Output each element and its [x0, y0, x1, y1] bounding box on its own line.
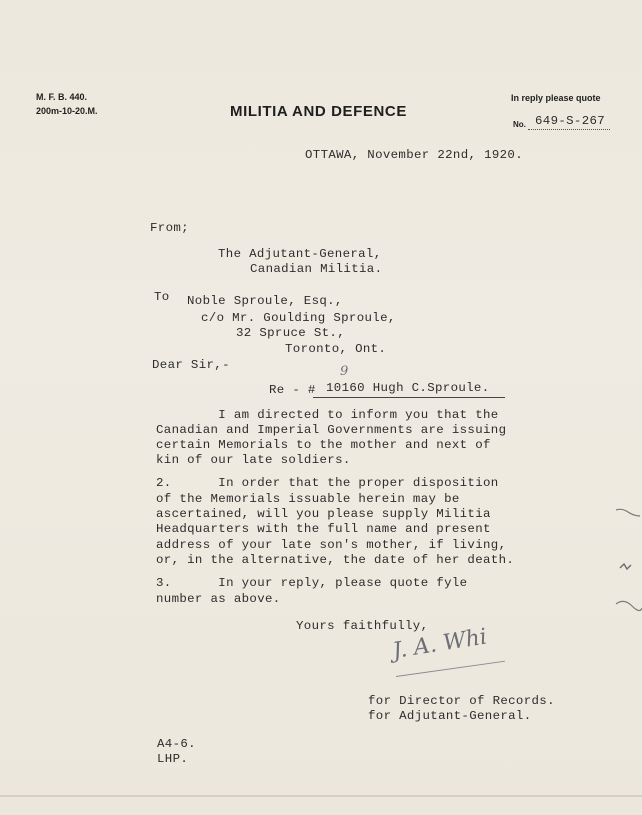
- reference-text: 10160 Hugh C.Sproule.: [326, 381, 490, 395]
- to-line-3: 32 Spruce St.,: [236, 326, 345, 340]
- para3-line-2: number as above.: [156, 592, 281, 606]
- reference-prefix: Re - #: [269, 383, 316, 397]
- place-date: OTTAWA, November 22nd, 1920.: [305, 148, 523, 162]
- signoff-line-2: for Adjutant-General.: [368, 709, 532, 723]
- para1-line-1: I am directed to inform you that the: [156, 408, 499, 422]
- para2-line-3: ascertained, will you please supply Militia: [156, 507, 491, 521]
- number-label: No.: [513, 120, 526, 129]
- to-label: To: [154, 290, 170, 304]
- reference-underline: [313, 397, 505, 398]
- para1-line-4: kin of our late soldiers.: [156, 453, 351, 467]
- file-number: 649-S-267: [535, 114, 606, 128]
- para2-line-1: 2. In order that the proper disposition: [156, 476, 499, 490]
- to-line-2: c/o Mr. Goulding Sproule,: [201, 311, 396, 325]
- para2-line-4: Headquarters with the full name and present: [156, 522, 491, 536]
- bleed-through-marks: [612, 498, 642, 628]
- from-line-1: The Adjutant-General,: [218, 247, 382, 261]
- from-line-2: Canadian Militia.: [250, 262, 383, 276]
- to-line-1: Noble Sproule, Esq.,: [187, 294, 343, 308]
- from-label: From;: [150, 221, 189, 235]
- signature: J. A. Whi: [391, 624, 489, 664]
- print-run: 200m-10-20.M.: [36, 106, 98, 116]
- para1-line-3: certain Memorials to the mother and next of: [156, 438, 491, 452]
- handwritten-mark: 9: [340, 364, 349, 379]
- signoff-line-1: for Director of Records.: [368, 694, 555, 708]
- closing: Yours faithfully,: [296, 619, 429, 633]
- department-heading: MILITIA AND DEFENCE: [230, 103, 407, 120]
- file-number-dotted-line: [528, 129, 610, 130]
- para2-line-2: of the Memorials issuable herein may be: [156, 492, 460, 506]
- reply-quote-label: In reply please quote: [511, 93, 601, 103]
- para2-line-5: address of your late son's mother, if living,: [156, 538, 507, 552]
- to-line-4: Toronto, Ont.: [285, 342, 387, 356]
- signature-underline: [396, 661, 505, 677]
- salutation: Dear Sir,-: [152, 358, 230, 372]
- para1-line-2: Canadian and Imperial Governments are issuing: [156, 423, 507, 437]
- ref-initials-line-1: A4-6.: [157, 737, 196, 751]
- form-number: M. F. B. 440.: [36, 92, 88, 102]
- ref-initials-line-2: LHP.: [157, 752, 189, 766]
- para3-line-1: 3. In your reply, please quote fyle: [156, 576, 468, 590]
- para2-line-6: or, in the alternative, the date of her death.: [156, 553, 515, 567]
- fold-line: [0, 795, 642, 797]
